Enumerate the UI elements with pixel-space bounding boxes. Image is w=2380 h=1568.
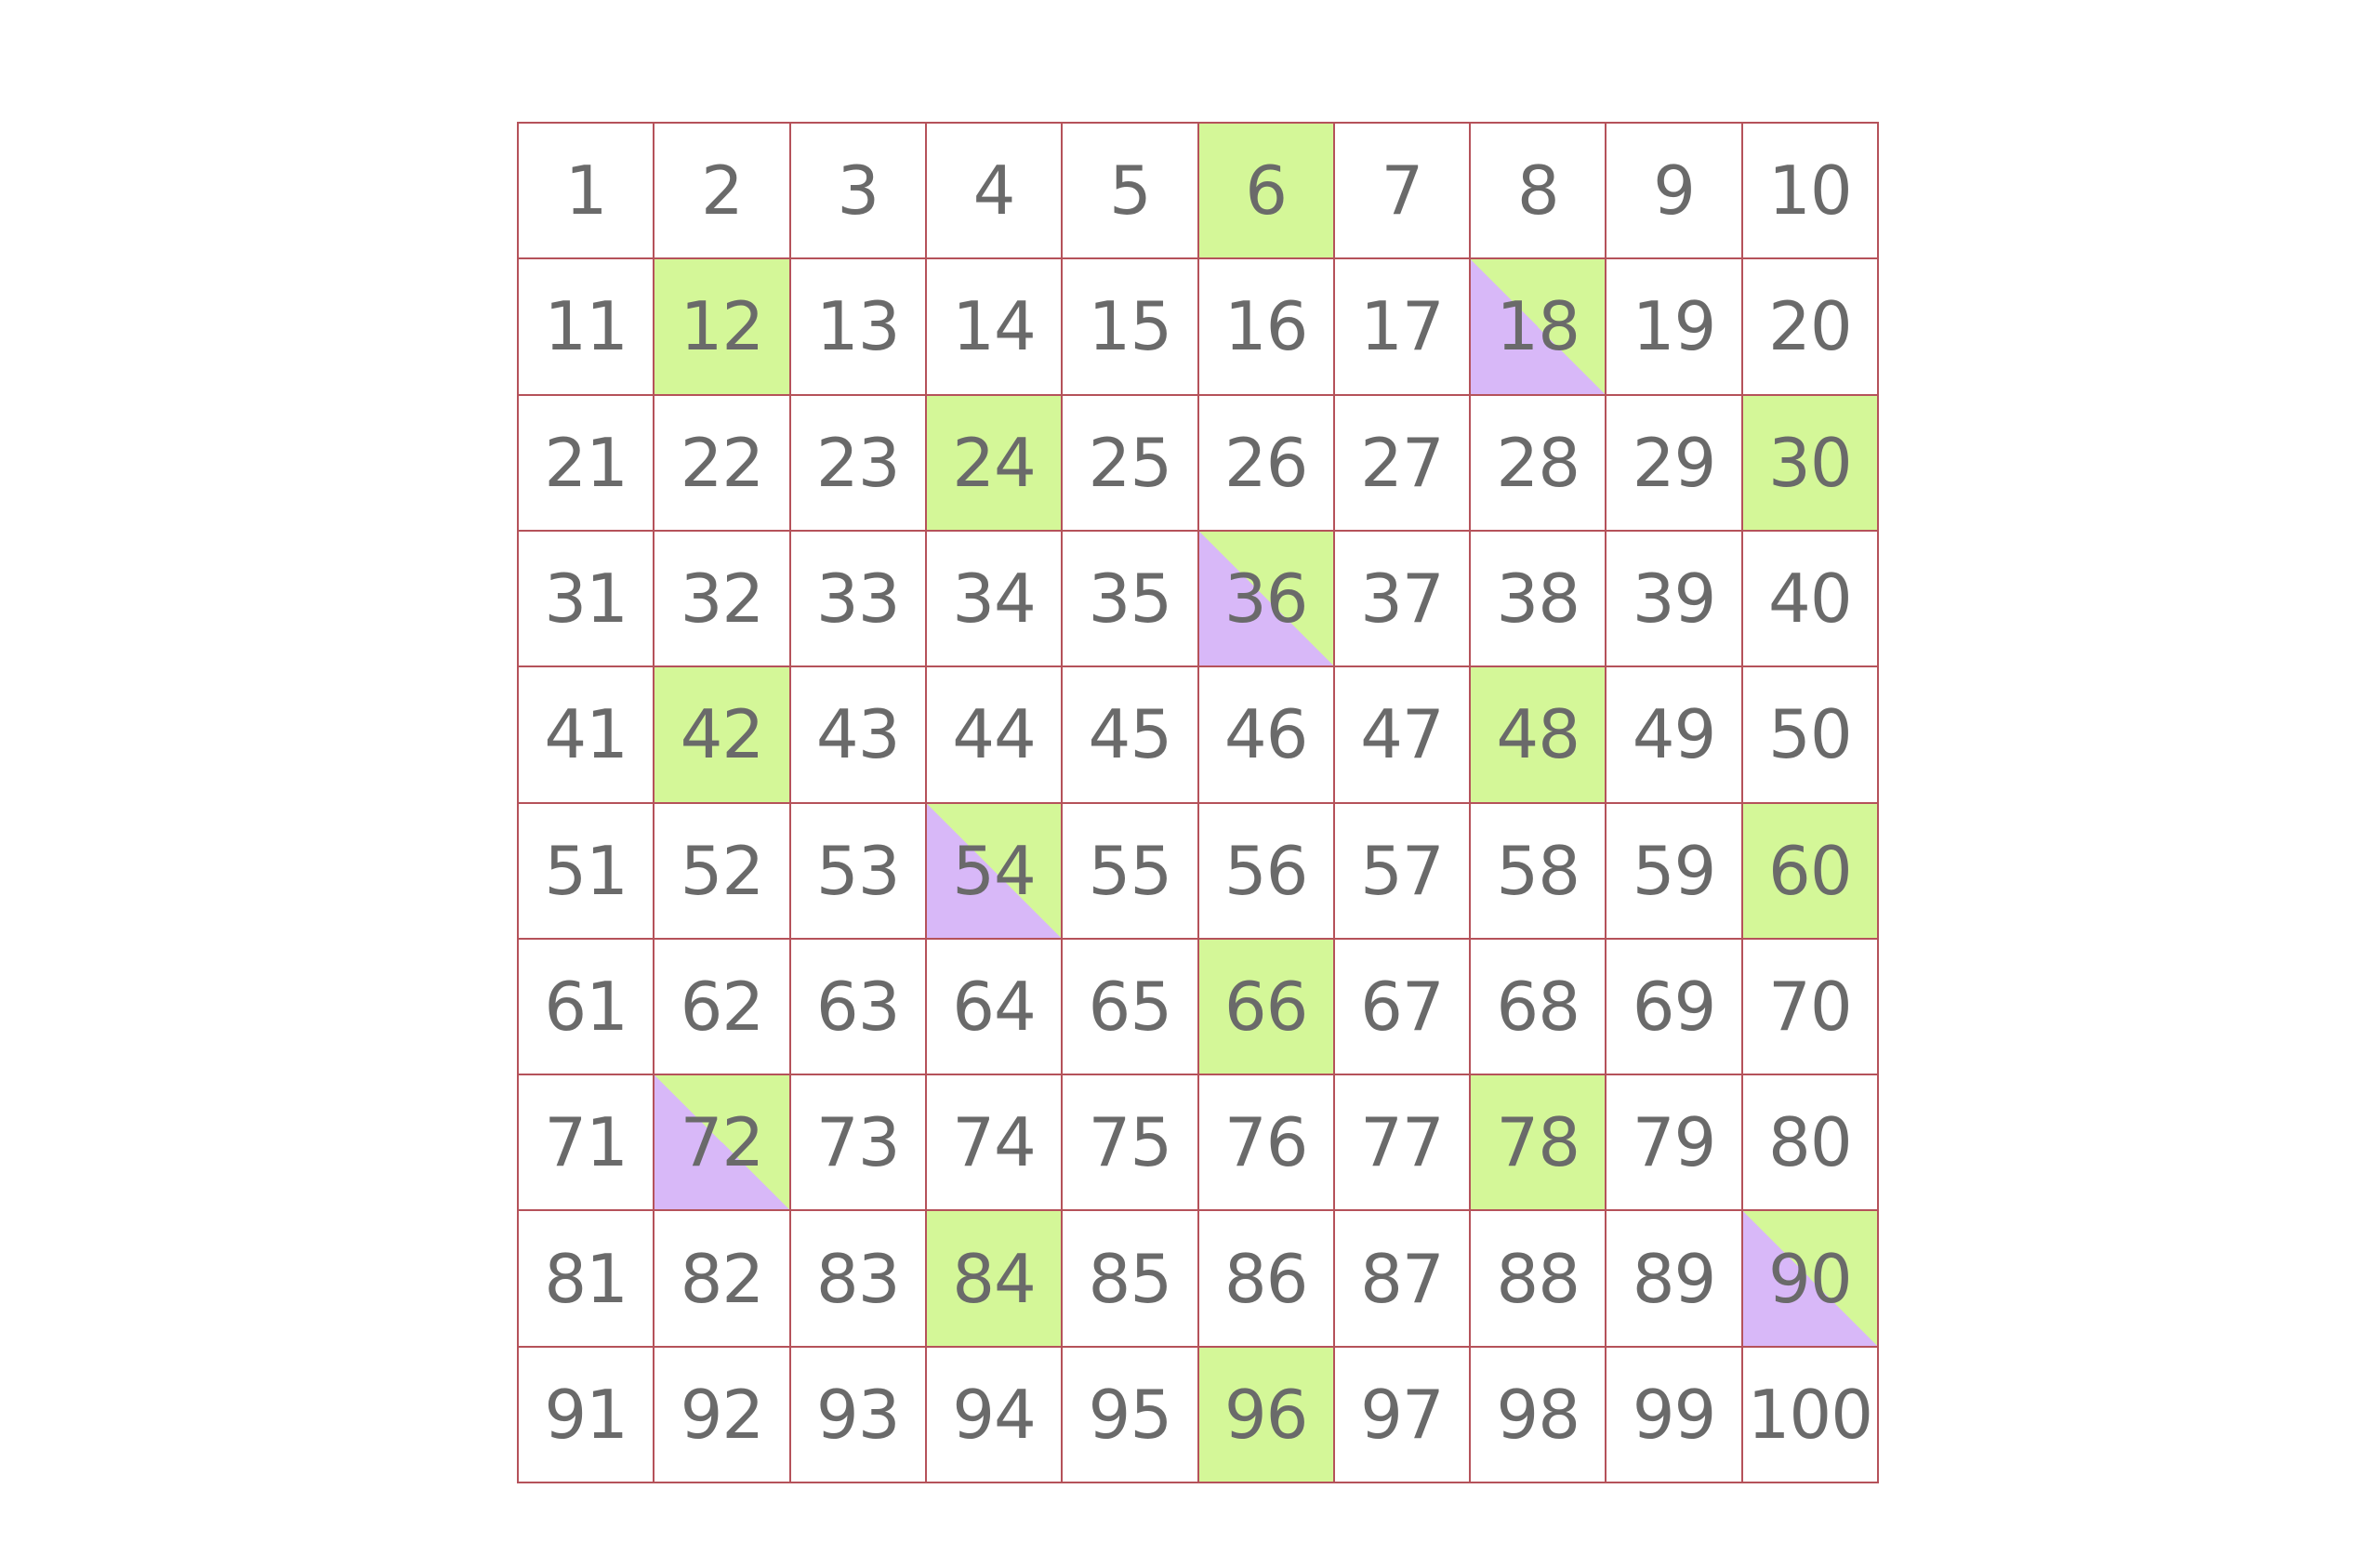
cell-number: 91 (544, 1375, 628, 1454)
cell-number: 84 (952, 1239, 1036, 1318)
grid-cell-85 (1063, 1211, 1198, 1347)
cell-number: 34 (952, 560, 1036, 639)
grid-cell-99 (1606, 1348, 1742, 1483)
cell-number: 28 (1496, 423, 1580, 502)
cell-number: 9 (1653, 152, 1695, 231)
grid-cell-45 (1063, 667, 1198, 803)
cell-number: 24 (952, 423, 1036, 502)
cell-number: 82 (680, 1239, 764, 1318)
cell-number: 38 (1496, 560, 1580, 639)
cell-number: 14 (952, 287, 1036, 366)
cell-number: 71 (544, 1103, 628, 1182)
grid-cell-84 (927, 1211, 1063, 1347)
grid-cell-42 (654, 667, 790, 803)
cell-number: 32 (680, 560, 764, 639)
cell-number: 20 (1768, 287, 1852, 366)
cell-number: 92 (680, 1375, 764, 1454)
grid-cell-23 (791, 396, 927, 532)
cell-number: 37 (1360, 560, 1444, 639)
cell-number: 46 (1223, 695, 1308, 774)
grid-cell-91 (519, 1348, 654, 1483)
cell-number: 53 (815, 831, 900, 910)
cell-number: 36 (1223, 560, 1308, 639)
cell-number: 35 (1088, 560, 1172, 639)
grid-cell-54 (927, 804, 1063, 940)
cell-number: 18 (1496, 287, 1580, 366)
cell-number: 97 (1360, 1375, 1444, 1454)
grid-cell-67 (1335, 940, 1471, 1075)
grid-cell-36 (1199, 532, 1335, 667)
grid-cell-78 (1471, 1075, 1606, 1211)
cell-number: 3 (837, 152, 879, 231)
hundred-grid (517, 122, 1879, 1483)
grid-cell-63 (791, 940, 927, 1075)
grid-cell-82 (654, 1211, 790, 1347)
grid-cell-46 (1199, 667, 1335, 803)
grid-cell-90 (1743, 1211, 1879, 1347)
cell-number: 6 (1245, 152, 1288, 231)
cell-number: 55 (1088, 831, 1172, 910)
grid-cell-76 (1199, 1075, 1335, 1211)
grid-cell-29 (1606, 396, 1742, 532)
grid-cell-75 (1063, 1075, 1198, 1211)
grid-cell-41 (519, 667, 654, 803)
grid-cell-6 (1199, 124, 1335, 259)
cell-number: 68 (1496, 967, 1580, 1046)
cell-number: 48 (1496, 695, 1580, 774)
grid-cell-24 (927, 396, 1063, 532)
grid-cell-33 (791, 532, 927, 667)
grid-cell-47 (1335, 667, 1471, 803)
cell-number: 58 (1496, 831, 1580, 910)
cell-number: 26 (1223, 423, 1308, 502)
grid-cell-68 (1471, 940, 1606, 1075)
cell-number: 31 (544, 560, 628, 639)
grid-cell-22 (654, 396, 790, 532)
cell-number: 54 (952, 831, 1036, 910)
cell-number: 1 (564, 152, 607, 231)
cell-number: 73 (815, 1103, 900, 1182)
grid-cell-30 (1743, 396, 1879, 532)
grid-cell-4 (927, 124, 1063, 259)
grid-cell-87 (1335, 1211, 1471, 1347)
grid-cell-58 (1471, 804, 1606, 940)
cell-number: 10 (1768, 152, 1852, 231)
grid-cell-71 (519, 1075, 654, 1211)
grid-cell-92 (654, 1348, 790, 1483)
grid-cell-40 (1743, 532, 1879, 667)
cell-number: 52 (680, 831, 764, 910)
grid-cell-11 (519, 259, 654, 395)
cell-number: 66 (1223, 967, 1308, 1046)
cell-number: 67 (1360, 967, 1444, 1046)
grid-cell-49 (1606, 667, 1742, 803)
grid-cell-53 (791, 804, 927, 940)
cell-number: 86 (1223, 1239, 1308, 1318)
cell-number: 100 (1747, 1375, 1873, 1454)
grid-cell-70 (1743, 940, 1879, 1075)
grid-cell-65 (1063, 940, 1198, 1075)
cell-number: 96 (1223, 1375, 1308, 1454)
grid-cell-55 (1063, 804, 1198, 940)
grid-cell-35 (1063, 532, 1198, 667)
cell-number: 22 (680, 423, 764, 502)
grid-cell-69 (1606, 940, 1742, 1075)
grid-cell-13 (791, 259, 927, 395)
cell-number: 56 (1223, 831, 1308, 910)
grid-cell-98 (1471, 1348, 1606, 1483)
grid-cell-88 (1471, 1211, 1606, 1347)
grid-cell-20 (1743, 259, 1879, 395)
cell-number: 81 (544, 1239, 628, 1318)
grid-cell-8 (1471, 124, 1606, 259)
grid-cell-3 (791, 124, 927, 259)
grid-cell-77 (1335, 1075, 1471, 1211)
grid-cell-57 (1335, 804, 1471, 940)
grid-cell-86 (1199, 1211, 1335, 1347)
grid-cell-10 (1743, 124, 1879, 259)
grid-cell-21 (519, 396, 654, 532)
cell-number: 25 (1088, 423, 1172, 502)
cell-number: 51 (544, 831, 628, 910)
cell-number: 65 (1088, 967, 1172, 1046)
cell-number: 76 (1223, 1103, 1308, 1182)
cell-number: 44 (952, 695, 1036, 774)
grid-cell-2 (654, 124, 790, 259)
grid-cell-89 (1606, 1211, 1742, 1347)
grid-cell-74 (927, 1075, 1063, 1211)
grid-cell-38 (1471, 532, 1606, 667)
grid-cell-43 (791, 667, 927, 803)
grid-cell-31 (519, 532, 654, 667)
grid-cell-97 (1335, 1348, 1471, 1483)
cell-number: 80 (1768, 1103, 1852, 1182)
cell-number: 94 (952, 1375, 1036, 1454)
grid-cell-59 (1606, 804, 1742, 940)
grid-cell-5 (1063, 124, 1198, 259)
cell-number: 88 (1496, 1239, 1580, 1318)
cell-number: 39 (1632, 560, 1716, 639)
cell-number: 57 (1360, 831, 1444, 910)
grid-cell-44 (927, 667, 1063, 803)
cell-number: 15 (1088, 287, 1172, 366)
cell-number: 89 (1632, 1239, 1716, 1318)
grid-cell-32 (654, 532, 790, 667)
grid-cell-12 (654, 259, 790, 395)
grid-cell-66 (1199, 940, 1335, 1075)
grid-cell-16 (1199, 259, 1335, 395)
cell-number: 21 (544, 423, 628, 502)
cell-number: 69 (1632, 967, 1716, 1046)
cell-number: 27 (1360, 423, 1444, 502)
grid-cell-14 (927, 259, 1063, 395)
grid-cell-96 (1199, 1348, 1335, 1483)
grid-cell-28 (1471, 396, 1606, 532)
cell-number: 33 (815, 560, 900, 639)
grid-cell-51 (519, 804, 654, 940)
grid-cell-39 (1606, 532, 1742, 667)
cell-number: 43 (815, 695, 900, 774)
grid-cell-61 (519, 940, 654, 1075)
cell-number: 63 (815, 967, 900, 1046)
cell-number: 72 (680, 1103, 764, 1182)
cell-number: 16 (1223, 287, 1308, 366)
cell-number: 4 (972, 152, 1015, 231)
grid-cell-18 (1471, 259, 1606, 395)
grid-cell-25 (1063, 396, 1198, 532)
cell-number: 59 (1632, 831, 1716, 910)
grid-cell-72 (654, 1075, 790, 1211)
grid-cell-94 (927, 1348, 1063, 1483)
cell-number: 62 (680, 967, 764, 1046)
cell-number: 98 (1496, 1375, 1580, 1454)
grid-cell-52 (654, 804, 790, 940)
cell-number: 7 (1381, 152, 1423, 231)
grid-cell-73 (791, 1075, 927, 1211)
grid-cell-48 (1471, 667, 1606, 803)
grid-cell-60 (1743, 804, 1879, 940)
cell-number: 19 (1632, 287, 1716, 366)
cell-number: 5 (1108, 152, 1151, 231)
grid-cell-7 (1335, 124, 1471, 259)
grid-cell-26 (1199, 396, 1335, 532)
cell-number: 74 (952, 1103, 1036, 1182)
grid-cell-17 (1335, 259, 1471, 395)
grid-cell-93 (791, 1348, 927, 1483)
cell-number: 83 (815, 1239, 900, 1318)
cell-number: 79 (1632, 1103, 1716, 1182)
grid-cell-64 (927, 940, 1063, 1075)
grid-cell-34 (927, 532, 1063, 667)
cell-number: 41 (544, 695, 628, 774)
cell-number: 50 (1768, 695, 1852, 774)
cell-number: 40 (1768, 560, 1852, 639)
cell-number: 8 (1516, 152, 1559, 231)
cell-number: 90 (1768, 1239, 1852, 1318)
grid-cell-83 (791, 1211, 927, 1347)
grid-cell-100 (1743, 1348, 1879, 1483)
grid-cell-15 (1063, 259, 1198, 395)
cell-number: 49 (1632, 695, 1716, 774)
cell-number: 2 (701, 152, 743, 231)
cell-number: 95 (1088, 1375, 1172, 1454)
cell-number: 85 (1088, 1239, 1172, 1318)
cell-number: 93 (815, 1375, 900, 1454)
grid-cell-50 (1743, 667, 1879, 803)
cell-number: 64 (952, 967, 1036, 1046)
cell-number: 78 (1496, 1103, 1580, 1182)
cell-number: 12 (680, 287, 764, 366)
cell-number: 60 (1768, 831, 1852, 910)
cell-number: 77 (1360, 1103, 1444, 1182)
cell-number: 17 (1360, 287, 1444, 366)
cell-number: 87 (1360, 1239, 1444, 1318)
grid-cell-95 (1063, 1348, 1198, 1483)
grid-cell-9 (1606, 124, 1742, 259)
cell-number: 23 (815, 423, 900, 502)
grid-cell-27 (1335, 396, 1471, 532)
grid-cell-19 (1606, 259, 1742, 395)
grid-cell-79 (1606, 1075, 1742, 1211)
grid-cell-80 (1743, 1075, 1879, 1211)
grid-cell-1 (519, 124, 654, 259)
grid-cell-37 (1335, 532, 1471, 667)
cell-number: 11 (544, 287, 628, 366)
grid-cell-81 (519, 1211, 654, 1347)
cell-number: 70 (1768, 967, 1852, 1046)
cell-number: 30 (1768, 423, 1852, 502)
grid-cell-62 (654, 940, 790, 1075)
cell-number: 13 (815, 287, 900, 366)
cell-number: 29 (1632, 423, 1716, 502)
cell-number: 47 (1360, 695, 1444, 774)
cell-number: 42 (680, 695, 764, 774)
cell-number: 75 (1088, 1103, 1172, 1182)
grid-cell-56 (1199, 804, 1335, 940)
cell-number: 61 (544, 967, 628, 1046)
cell-number: 99 (1632, 1375, 1716, 1454)
cell-number: 45 (1088, 695, 1172, 774)
